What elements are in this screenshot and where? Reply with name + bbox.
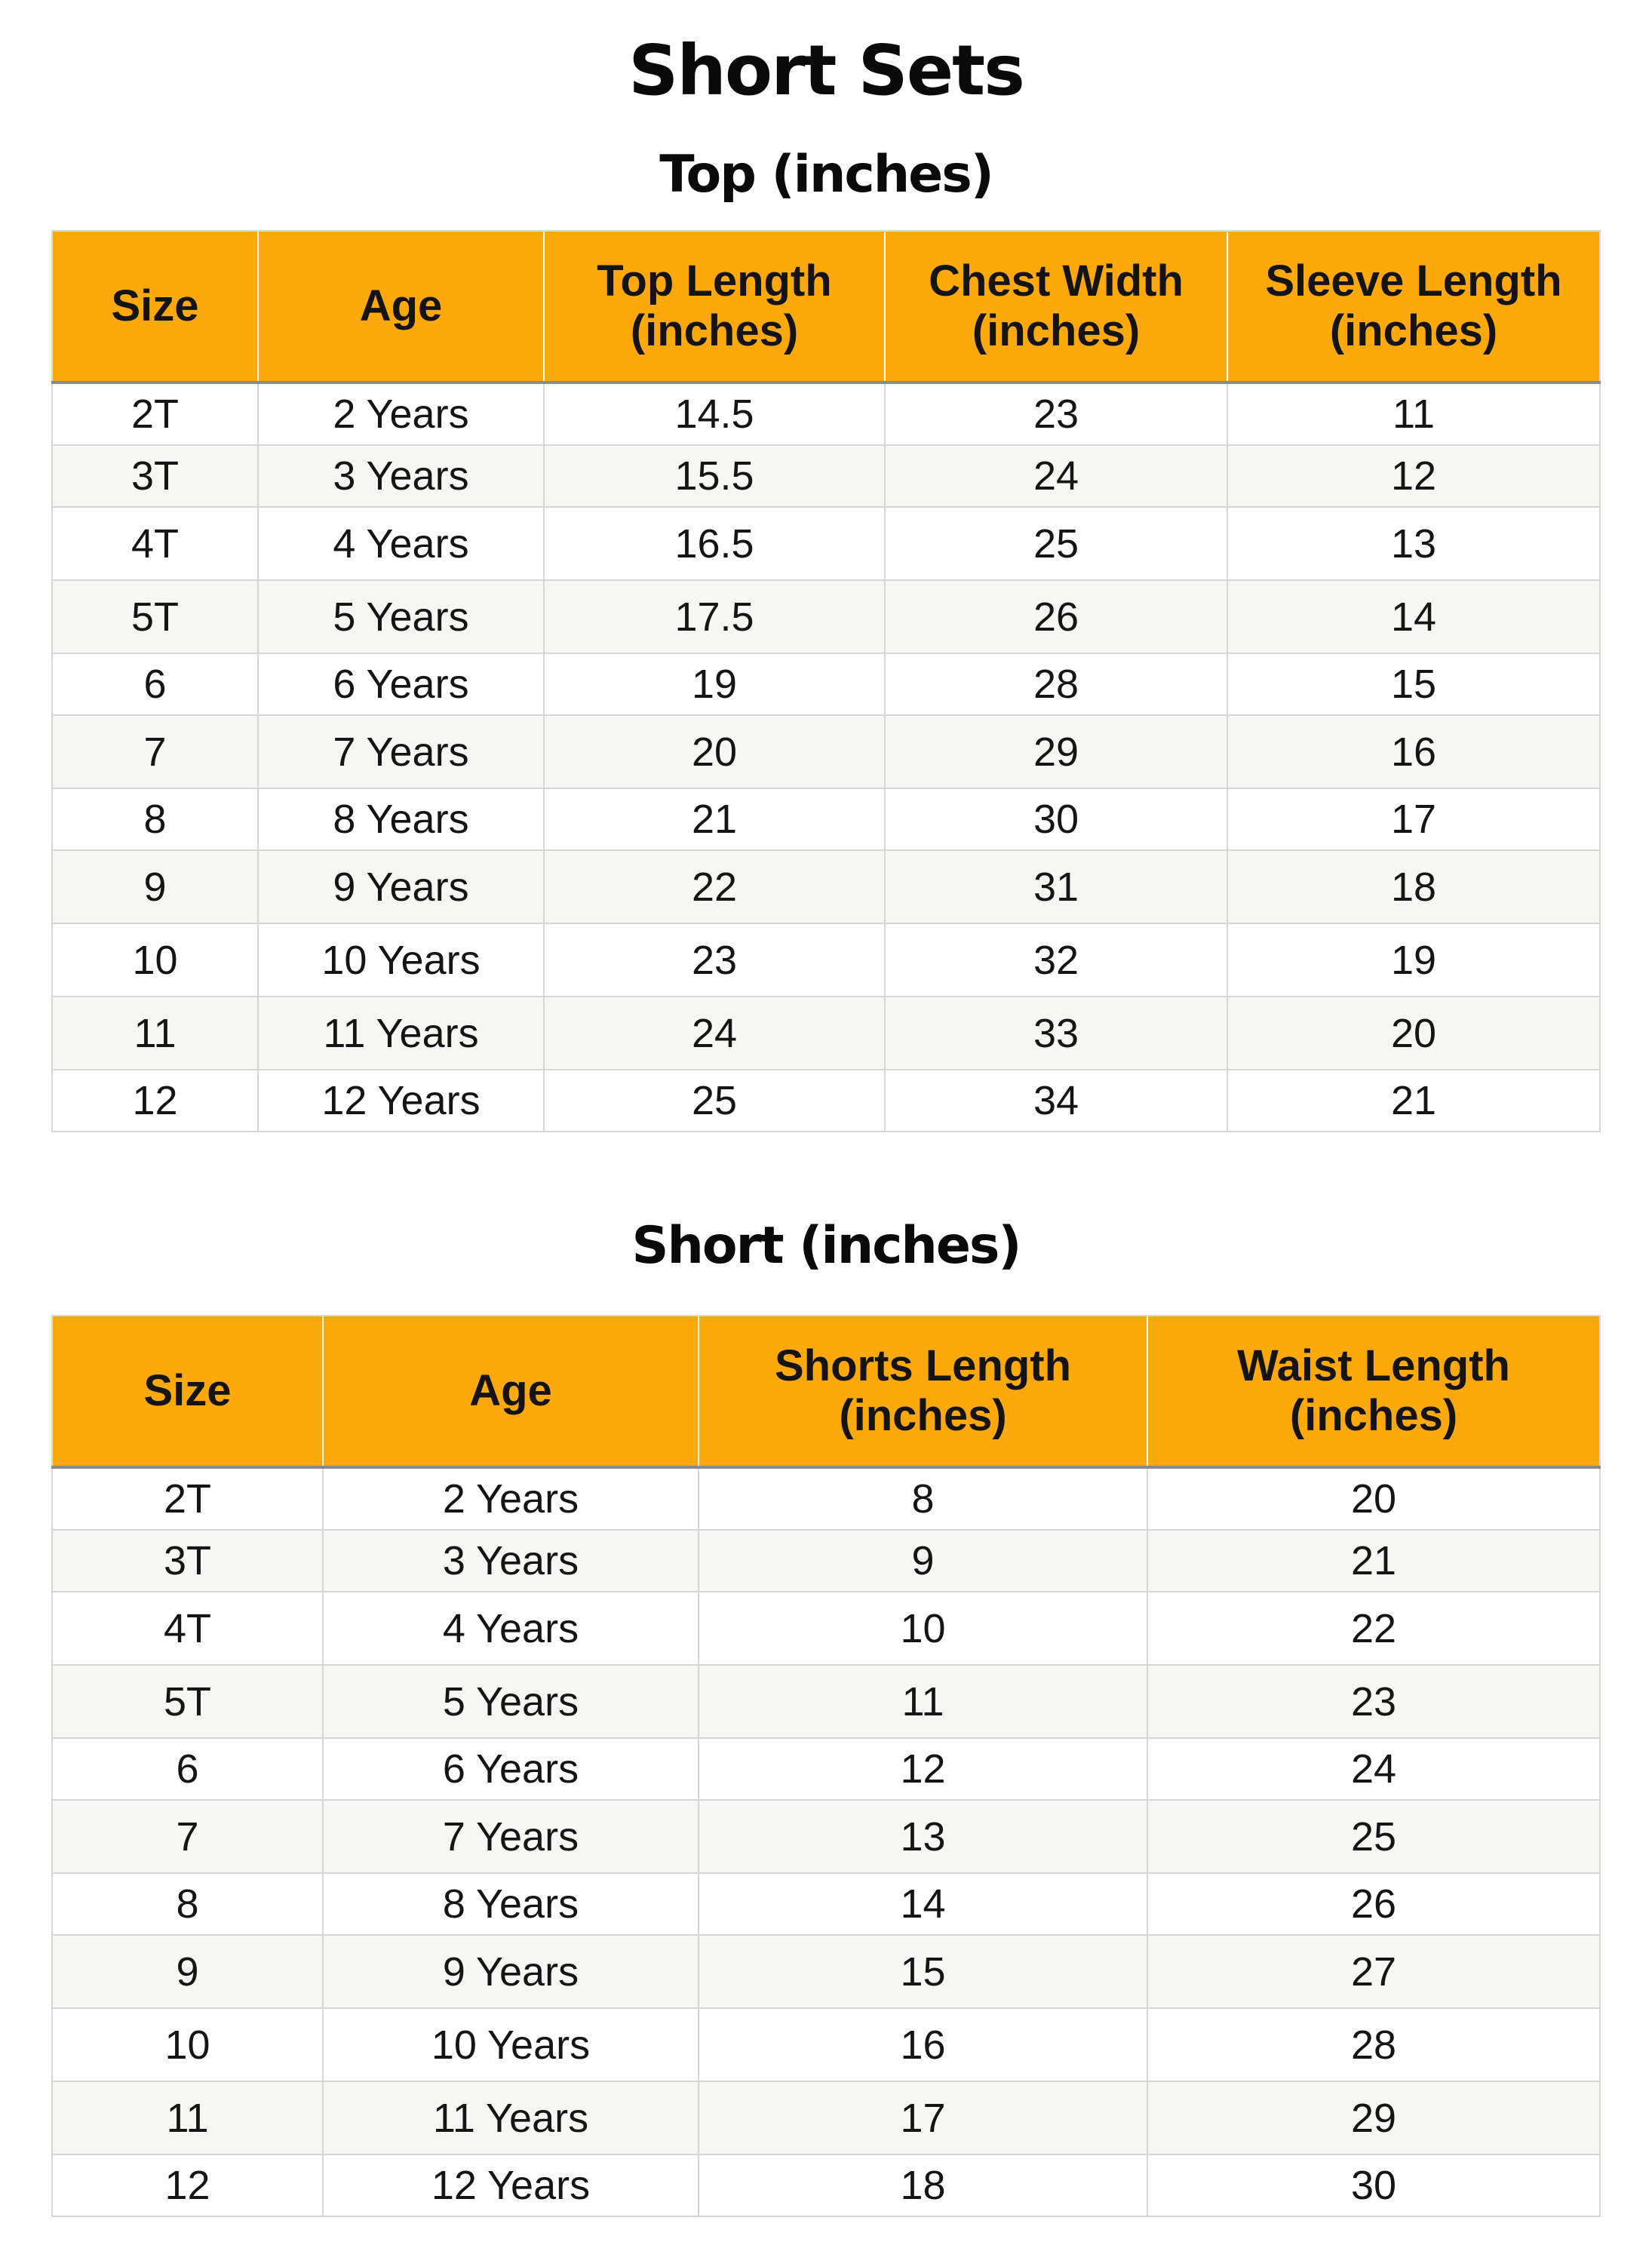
cell-age: 4 Years (258, 507, 544, 580)
cell-waist-length: 30 (1147, 2154, 1600, 2216)
cell-sleeve-length: 17 (1227, 788, 1600, 850)
cell-waist-length: 28 (1147, 2008, 1600, 2081)
column-header-chest-width: Chest Width (inches) (885, 231, 1227, 382)
cell-size: 10 (52, 2008, 323, 2081)
cell-chest-width: 34 (885, 1070, 1227, 1132)
cell-age: 7 Years (323, 1800, 699, 1873)
cell-age: 9 Years (323, 1935, 699, 2008)
cell-chest-width: 31 (885, 850, 1227, 923)
table-row (52, 1935, 1600, 2008)
cell-top-length: 21 (544, 788, 885, 850)
cell-size: 8 (52, 1873, 323, 1935)
cell-waist-length: 29 (1147, 2081, 1600, 2154)
cell-size: 4T (52, 1592, 323, 1665)
cell-age: 5 Years (323, 1665, 699, 1738)
cell-shorts-length: 17 (699, 2081, 1147, 2154)
cell-age: 2 Years (258, 382, 544, 445)
cell-size: 4T (52, 507, 258, 580)
cell-waist-length: 20 (1147, 1467, 1600, 1530)
cell-size: 12 (52, 2154, 323, 2216)
cell-shorts-length: 13 (699, 1800, 1147, 1873)
cell-age: 2 Years (323, 1467, 699, 1530)
cell-top-length: 14.5 (544, 382, 885, 445)
cell-chest-width: 29 (885, 715, 1227, 788)
table-row (52, 1530, 1600, 1592)
cell-sleeve-length: 16 (1227, 715, 1600, 788)
cell-shorts-length: 14 (699, 1873, 1147, 1935)
cell-shorts-length: 15 (699, 1935, 1147, 2008)
cell-chest-width: 24 (885, 445, 1227, 507)
table-row (52, 653, 1600, 715)
table-header-row (52, 1316, 1600, 1467)
cell-size: 7 (52, 715, 258, 788)
table-row (52, 997, 1600, 1070)
cell-top-length: 19 (544, 653, 885, 715)
cell-shorts-length: 11 (699, 1665, 1147, 1738)
cell-top-length: 17.5 (544, 580, 885, 653)
cell-chest-width: 23 (885, 382, 1227, 445)
cell-waist-length: 22 (1147, 1592, 1600, 1665)
cell-top-length: 15.5 (544, 445, 885, 507)
cell-age: 9 Years (258, 850, 544, 923)
column-header-size: Size (52, 231, 258, 382)
table-row (52, 1592, 1600, 1665)
cell-top-length: 24 (544, 997, 885, 1070)
cell-sleeve-length: 14 (1227, 580, 1600, 653)
short-section-heading: Short (inches) (631, 1216, 1021, 1276)
cell-chest-width: 25 (885, 507, 1227, 580)
cell-top-length: 25 (544, 1070, 885, 1132)
cell-waist-length: 24 (1147, 1738, 1600, 1800)
cell-size: 3T (52, 1530, 323, 1592)
top-size-table (51, 230, 1601, 1132)
table-row (52, 1467, 1600, 1530)
cell-age: 8 Years (323, 1873, 699, 1935)
cell-sleeve-length: 15 (1227, 653, 1600, 715)
cell-size: 2T (52, 382, 258, 445)
cell-size: 9 (52, 850, 258, 923)
table-row (52, 850, 1600, 923)
table-row (52, 382, 1600, 445)
cell-top-length: 16.5 (544, 507, 885, 580)
cell-shorts-length: 12 (699, 1738, 1147, 1800)
column-header-age: Age (258, 231, 544, 382)
cell-age: 6 Years (323, 1738, 699, 1800)
cell-age: 3 Years (258, 445, 544, 507)
table-row (52, 923, 1600, 997)
cell-sleeve-length: 11 (1227, 382, 1600, 445)
table-row (52, 2008, 1600, 2081)
cell-age: 12 Years (258, 1070, 544, 1132)
cell-waist-length: 27 (1147, 1935, 1600, 2008)
column-header-top-length: Top Length (inches) (544, 231, 885, 382)
table-row (52, 445, 1600, 507)
table-row (52, 1800, 1600, 1873)
cell-sleeve-length: 21 (1227, 1070, 1600, 1132)
cell-size: 2T (52, 1467, 323, 1530)
table-row (52, 1070, 1600, 1132)
cell-shorts-length: 10 (699, 1592, 1147, 1665)
cell-age: 10 Years (258, 923, 544, 997)
table-row (52, 2154, 1600, 2216)
cell-size: 7 (52, 1800, 323, 1873)
cell-sleeve-length: 20 (1227, 997, 1600, 1070)
cell-waist-length: 26 (1147, 1873, 1600, 1935)
table-row (52, 2081, 1600, 2154)
column-header-size: Size (52, 1316, 323, 1467)
cell-sleeve-length: 18 (1227, 850, 1600, 923)
cell-age: 6 Years (258, 653, 544, 715)
cell-size: 12 (52, 1070, 258, 1132)
column-header-sleeve-length: Sleeve Length (inches) (1227, 231, 1600, 382)
cell-chest-width: 26 (885, 580, 1227, 653)
cell-age: 11 Years (258, 997, 544, 1070)
top-section-heading: Top (inches) (659, 145, 993, 204)
cell-chest-width: 30 (885, 788, 1227, 850)
cell-size: 6 (52, 1738, 323, 1800)
top-table-body (52, 382, 1600, 1132)
cell-size: 6 (52, 653, 258, 715)
cell-age: 7 Years (258, 715, 544, 788)
cell-age: 3 Years (323, 1530, 699, 1592)
cell-age: 5 Years (258, 580, 544, 653)
cell-age: 10 Years (323, 2008, 699, 2081)
cell-sleeve-length: 12 (1227, 445, 1600, 507)
cell-shorts-length: 16 (699, 2008, 1147, 2081)
cell-sleeve-length: 13 (1227, 507, 1600, 580)
table-header-row (52, 231, 1600, 382)
cell-top-length: 22 (544, 850, 885, 923)
cell-sleeve-length: 19 (1227, 923, 1600, 997)
table-row (52, 1873, 1600, 1935)
cell-age: 11 Years (323, 2081, 699, 2154)
table-row (52, 715, 1600, 788)
cell-shorts-length: 8 (699, 1467, 1147, 1530)
cell-top-length: 23 (544, 923, 885, 997)
cell-size: 5T (52, 1665, 323, 1738)
cell-age: 8 Years (258, 788, 544, 850)
cell-top-length: 20 (544, 715, 885, 788)
short-size-table (51, 1315, 1601, 2217)
cell-chest-width: 33 (885, 997, 1227, 1070)
cell-waist-length: 25 (1147, 1800, 1600, 1873)
table-row (52, 1738, 1600, 1800)
page-title: Short Sets (628, 30, 1024, 111)
cell-size: 3T (52, 445, 258, 507)
short-table-body (52, 1467, 1600, 2216)
column-header-shorts-length: Shorts Length (inches) (699, 1316, 1147, 1467)
table-row (52, 580, 1600, 653)
column-header-waist-length: Waist Length (inches) (1147, 1316, 1600, 1467)
cell-size: 8 (52, 788, 258, 850)
cell-age: 12 Years (323, 2154, 699, 2216)
cell-size: 11 (52, 997, 258, 1070)
cell-chest-width: 32 (885, 923, 1227, 997)
cell-chest-width: 28 (885, 653, 1227, 715)
table-row (52, 507, 1600, 580)
cell-size: 11 (52, 2081, 323, 2154)
table-row (52, 1665, 1600, 1738)
cell-size: 5T (52, 580, 258, 653)
column-header-age: Age (323, 1316, 699, 1467)
cell-size: 9 (52, 1935, 323, 2008)
cell-waist-length: 23 (1147, 1665, 1600, 1738)
cell-age: 4 Years (323, 1592, 699, 1665)
cell-waist-length: 21 (1147, 1530, 1600, 1592)
cell-shorts-length: 18 (699, 2154, 1147, 2216)
cell-size: 10 (52, 923, 258, 997)
cell-shorts-length: 9 (699, 1530, 1147, 1592)
table-row (52, 788, 1600, 850)
